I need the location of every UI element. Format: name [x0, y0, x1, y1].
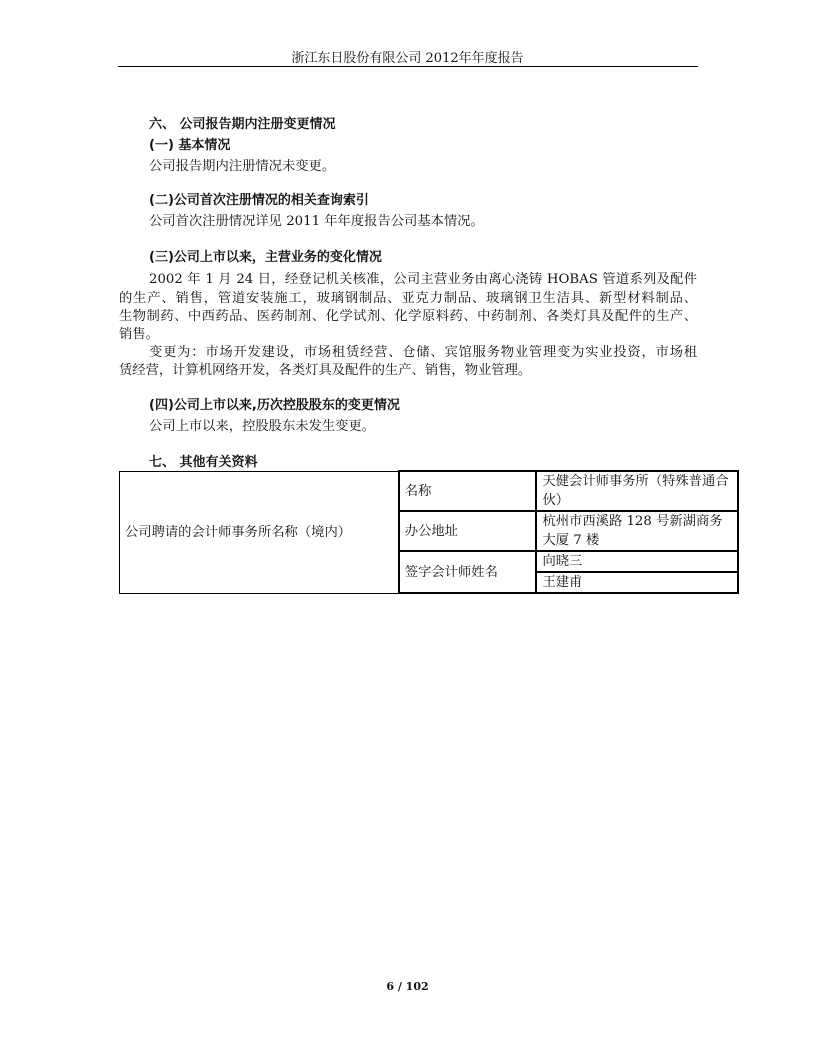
section-6-title: 六、 公司报告期内注册变更情况: [149, 117, 336, 132]
paragraph-line: 生物制药、中西药品、医药制剂、化学试剂、化学原料药、中药制剂、各类灯具及配件的生产、: [119, 309, 697, 324]
name-label: 名称: [399, 471, 537, 511]
subsection-3-title: (三)公司上市以来，主营业务的变化情况: [149, 250, 382, 265]
paragraph-line: 变更为：市场开发建设，市场租赁经营、仓储、宾馆服务物业管理变为实业投资，市场租: [149, 345, 697, 360]
paragraph-line: 的生产、销售，管道安装施工，玻璃钢制品、亚克力制品、玻璃钢卫生洁具、新型材料制品、: [119, 291, 697, 306]
paragraph-line: 赁经营，计算机网络开发，各类灯具及配件的生产、销售，物业管理。: [119, 363, 532, 378]
auditor-info-table: [119, 470, 739, 594]
paragraph-line: 2002 年 1 月 24 日，经登记机关核准，公司主营业务由离心浇铸 HOBAS 管道系列及配件: [149, 272, 697, 287]
subsection-2-title: (二)公司首次注册情况的相关查询索引: [149, 193, 369, 208]
subsection-4-title: (四)公司上市以来,历次控股股东的变更情况: [149, 398, 400, 413]
signer-name: 向晓三: [536, 551, 738, 572]
subsection-4-text: 公司上市以来，控股股东未发生变更。: [149, 419, 376, 434]
address-value: 杭州市西溪路 128 号新湖商务大厦 7 楼: [536, 511, 738, 551]
subsection-1-text: 公司报告期内注册情况未变更。: [149, 159, 336, 174]
name-value: 天健会计师事务所（特殊普通合伙）: [536, 471, 738, 511]
address-label: 办公地址: [399, 511, 537, 551]
subsection-2-text: 公司首次注册情况详见 2011 年年度报告公司基本情况。: [149, 214, 484, 229]
header-rule: [118, 66, 698, 67]
page-number: 6 / 102: [386, 980, 429, 993]
page-header: 浙江东日股份有限公司 2012年年度报告: [291, 51, 524, 66]
subsection-1-title: (一) 基本情况: [149, 138, 231, 153]
signer-label: 签字会计师姓名: [399, 551, 537, 593]
signer-name: 王建甫: [536, 572, 738, 593]
section-7-title: 七、 其他有关资料: [149, 455, 258, 470]
auditor-row-label: 公司聘请的会计师事务所名称（境内）: [120, 471, 399, 593]
paragraph-line: 销售。: [119, 327, 159, 342]
